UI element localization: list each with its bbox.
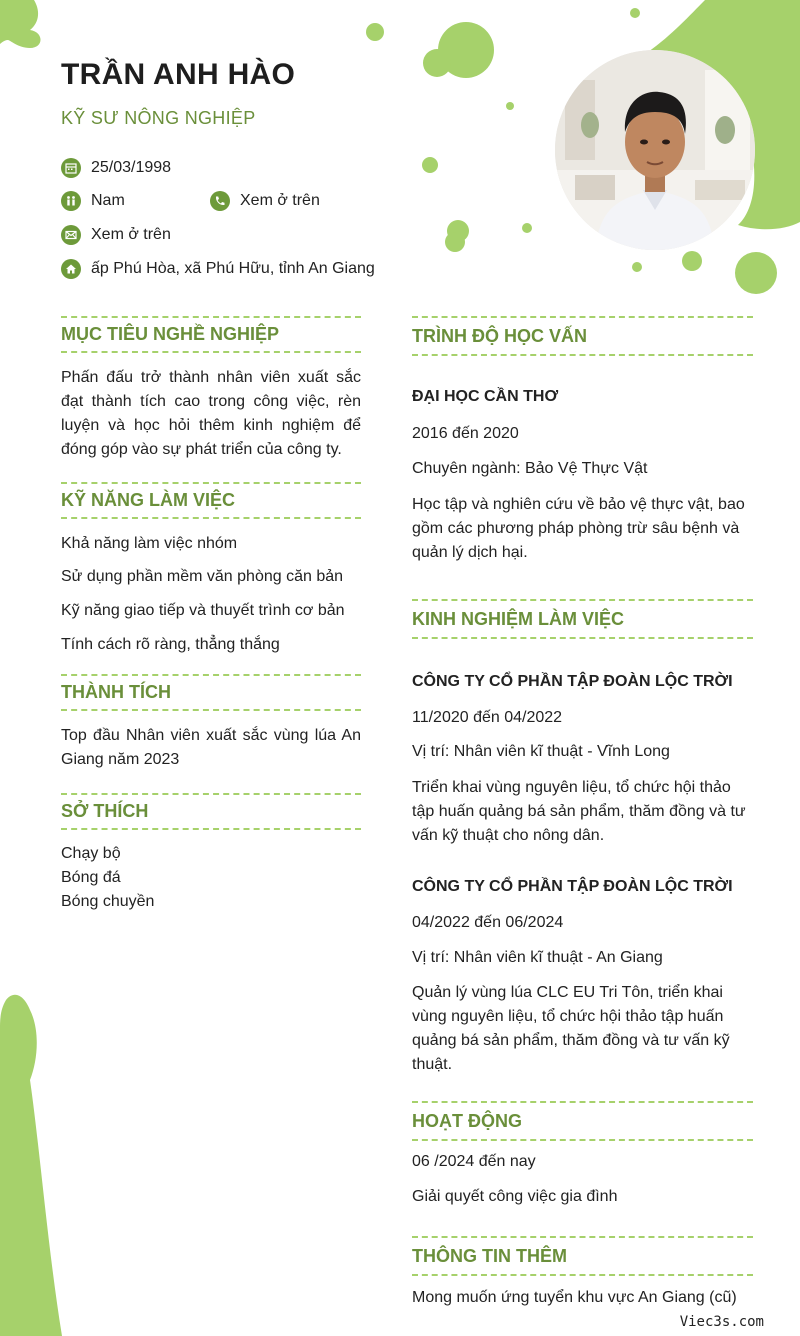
job-position: Vị trí: Nhân viên kĩ thuật - Vĩnh Long bbox=[412, 743, 670, 760]
contact-address bbox=[61, 259, 375, 279]
contact-birthdate bbox=[61, 158, 171, 178]
job-period: 11/2020 đến 04/2022 bbox=[412, 709, 563, 726]
activities-heading: HOẠT ĐỘNG bbox=[412, 1101, 753, 1141]
education-major: Chuyên ngành: Bảo Vệ Thực Vật bbox=[412, 460, 648, 477]
contact-gender bbox=[61, 191, 125, 211]
contact-email bbox=[61, 225, 171, 245]
phone-text: Xem ở trên bbox=[240, 192, 320, 209]
email-text: Xem ở trên bbox=[91, 226, 171, 243]
job-period: 04/2022 đến 06/2024 bbox=[412, 914, 564, 931]
experience-heading: KINH NGHIỆM LÀM VIỆC bbox=[412, 599, 753, 639]
phone-icon bbox=[210, 191, 230, 211]
activities-text: Giải quyết công việc gia đình bbox=[412, 1188, 618, 1205]
education-school: ĐẠI HỌC CẦN THƠ bbox=[412, 388, 559, 405]
gender-text: Nam bbox=[91, 192, 125, 209]
candidate-name: TRẦN ANH HÀO bbox=[61, 58, 296, 91]
job-position: Vị trí: Nhân viên kĩ thuật - An Giang bbox=[412, 949, 663, 966]
job-title: KỸ SƯ NÔNG NGHIỆP bbox=[61, 108, 256, 128]
job-company: CÔNG TY CỔ PHẦN TẬP ĐOÀN LỘC TRỜI bbox=[412, 673, 733, 690]
calendar-icon bbox=[61, 158, 81, 178]
address-text: ấp Phú Hòa, xã Phú Hữu, tỉnh An Giang bbox=[91, 260, 375, 277]
education-heading: TRÌNH ĐỘ HỌC VẤN bbox=[412, 316, 753, 356]
skills-heading: KỸ NĂNG LÀM VIỆC bbox=[61, 482, 361, 519]
additional-heading: THÔNG TIN THÊM bbox=[412, 1236, 753, 1276]
hobbies-heading: SỞ THÍCH bbox=[61, 793, 361, 830]
gender-icon bbox=[61, 191, 81, 211]
achievements-text: Top đầu Nhân viên xuất sắc vùng lúa An Giang năm 2023 bbox=[61, 727, 361, 768]
hobby-item: Bóng chuyền bbox=[61, 893, 155, 910]
achievements-heading: THÀNH TÍCH bbox=[61, 674, 361, 711]
activities-period: 06 /2024 đến nay bbox=[412, 1153, 536, 1170]
job-description: Quản lý vùng lúa CLC EU Tri Tôn, triển khai vùng nguyên liệu, tổ chức hội thảo tập huấn quảng bá sản phẩm, thăm đồng và tư vấn kỹ thuật. bbox=[412, 984, 730, 1073]
skill-item: Tính cách rõ ràng, thẳng thắng bbox=[61, 636, 280, 653]
hobby-item: Chạy bộ bbox=[61, 845, 121, 862]
hobby-item: Bóng đá bbox=[61, 869, 121, 886]
job-company: CÔNG TY CỔ PHẦN TẬP ĐOÀN LỘC TRỜI bbox=[412, 878, 733, 895]
additional-text: Mong muốn ứng tuyển khu vực An Giang (cũ) bbox=[412, 1289, 737, 1306]
email-icon bbox=[61, 225, 81, 245]
education-period: 2016 đến 2020 bbox=[412, 425, 519, 442]
profile-photo bbox=[555, 50, 755, 250]
objective-text: Phấn đấu trở thành nhân viên xuất sắc đạt thành tích cao trong công việc, rèn luyện và học hỏi thêm kinh nghiệm để đóng góp vào sự phát triển của công ty. bbox=[61, 369, 361, 458]
education-description: Học tập và nghiên cứu về bảo vệ thực vật, bao gồm các phương pháp phòng trừ sâu bệnh và quản lý dịch hại. bbox=[412, 496, 745, 561]
contact-phone bbox=[210, 191, 320, 211]
home-icon bbox=[61, 259, 81, 279]
birthdate-text: 25/03/1998 bbox=[91, 159, 172, 176]
footer-brand: Viec3s.com bbox=[679, 1314, 764, 1330]
objective-heading: MỤC TIÊU NGHỀ NGHIỆP bbox=[61, 316, 361, 353]
job-description: Triển khai vùng nguyên liệu, tổ chức hội thảo tập huấn quảng bá sản phẩm, thăm đồng và tư vấn kỹ thuật cho nông dân. bbox=[412, 779, 746, 844]
skill-item: Khả năng làm việc nhóm bbox=[61, 535, 238, 552]
skill-item: Kỹ năng giao tiếp và thuyết trình cơ bản bbox=[61, 602, 345, 619]
skill-item: Sử dụng phần mềm văn phòng căn bản bbox=[61, 568, 344, 585]
